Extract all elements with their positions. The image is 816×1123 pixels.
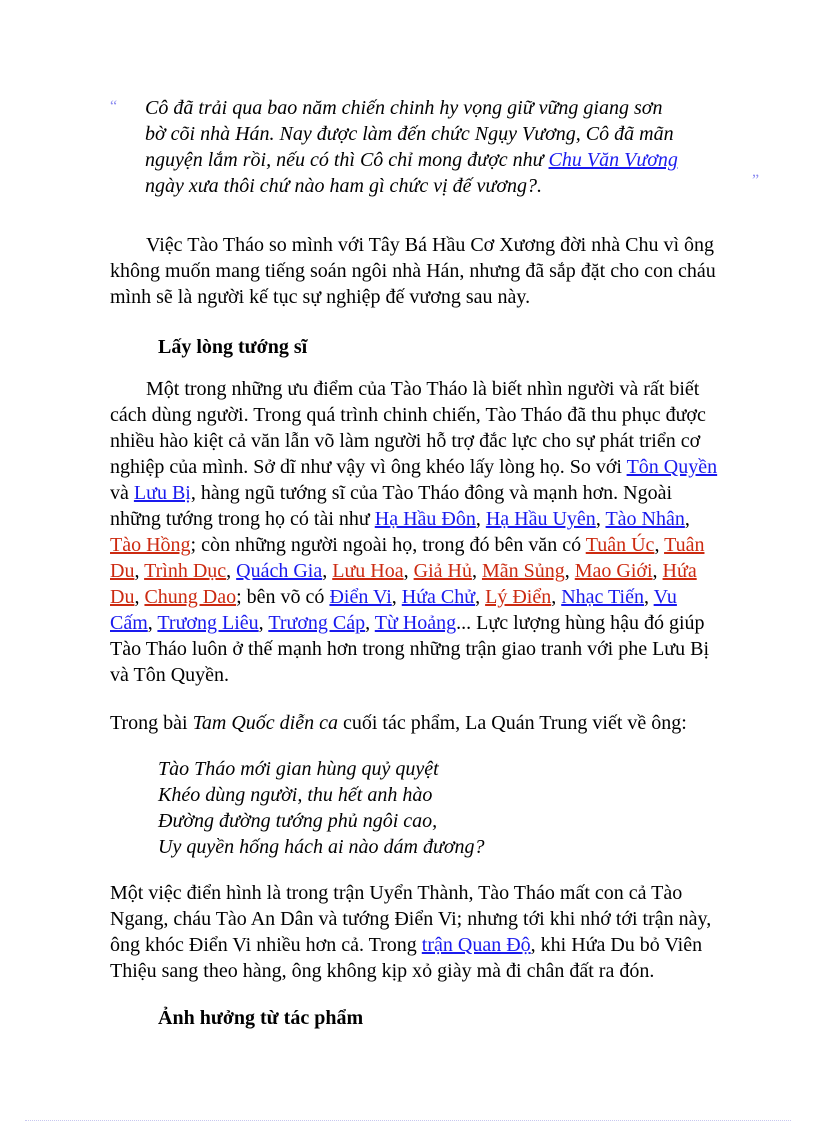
poem-line-4: Uy quyền hống hách ai nào dám đương? (158, 836, 485, 858)
link-tran-quan-do[interactable]: trận Quan Độ (421, 934, 531, 956)
link-vu-cam-cont[interactable]: Cấm (110, 612, 148, 634)
link-chu-van-vuong[interactable]: Chu Văn Vương (548, 149, 678, 171)
link-vu-cam[interactable]: Vu (653, 586, 677, 608)
comma: , (652, 560, 663, 582)
comma: , (551, 586, 562, 608)
para2-line-12: và Tôn Quyền. (110, 664, 230, 686)
quote-line-1: Cô đã trải qua bao năm chiến chinh hy vọng giữ vững giang sơn (145, 97, 663, 119)
comma: , (226, 560, 237, 582)
comma: , (475, 508, 486, 530)
poem-line-2: Khéo dùng người, thu hết anh hào (158, 784, 433, 806)
link-dien-vi[interactable]: Điển Vi (329, 586, 392, 608)
paragraph-1 (110, 232, 770, 310)
text: , hàng ngũ tướng sĩ của Tào Tháo đông và mạnh hơn. Ngoài (190, 482, 673, 504)
poem (158, 756, 485, 860)
text: ; còn những người ngoài họ, trong đó bên văn có (190, 534, 586, 556)
comma: , (564, 560, 575, 582)
text: ông khóc Điển Vi nhiều hơn cả. Trong (110, 934, 422, 956)
section-heading-lay-long-tuong-si: Lấy lòng tướng sĩ (158, 336, 308, 358)
comma: , (134, 586, 145, 608)
link-tuan-du[interactable]: Tuân (664, 534, 705, 556)
paragraph-4 (110, 880, 770, 984)
para1-line-2: không muốn mang tiếng soán ngôi nhà Hán, nhưng đã sắp đặt cho con cháu (110, 260, 716, 282)
comma: , (475, 586, 486, 608)
quote-line-4: ngày xưa thôi chứ nào ham gì chức vị đế vương?. (145, 175, 542, 197)
link-ton-quyen[interactable]: Tôn Quyền (626, 456, 718, 478)
page-break-divider (25, 1120, 791, 1121)
comma: , (654, 534, 665, 556)
link-hua-chu[interactable]: Hứa Chử (401, 586, 476, 608)
comma: , (595, 508, 606, 530)
para2-line-3: nhiều hào kiệt cả văn lẫn võ làm người hỗ trợ đắc lực cho sự phát triển cơ (110, 430, 701, 452)
link-hua-du-cont[interactable]: Du (110, 586, 135, 608)
text: nghiệp của mình. Sở dĩ như vậy vì ông khéo lấy lòng họ. So với (110, 456, 627, 478)
text: cuối tác phẩm, La Quán Trung viết về ông: (337, 712, 687, 734)
link-tu-hoang[interactable]: Từ Hoảng (374, 612, 457, 634)
link-nhac-tien[interactable]: Nhạc Tiến (561, 586, 644, 608)
link-truong-lieu[interactable]: Trương Liêu (157, 612, 259, 634)
close-quote-mark: ” (752, 172, 760, 189)
para4-line-2: Ngang, cháu Tào An Dân và tướng Điển Vi; nhưng tới khi nhớ tới trận này, (110, 908, 712, 930)
comma: , (258, 612, 269, 634)
link-ly-dien[interactable]: Lý Điển (485, 586, 552, 608)
para2-line-7 (110, 532, 770, 558)
para2-line-6 (110, 506, 770, 532)
quote-line-2: bờ cõi nhà Hán. Nay được làm đến chức Ngụy Vương, Cô đã mãn (145, 123, 674, 145)
para1-line-1-text: Việc Tào Tháo so mình với Tây Bá Hầu Cơ Xương đời nhà Chu vì ông (146, 234, 714, 256)
link-mao-gioi[interactable]: Mao Giới (574, 560, 653, 582)
link-luu-hoa[interactable]: Lưu Hoa (332, 560, 404, 582)
block-quote (145, 95, 785, 199)
section-heading-anh-huong: Ảnh hưởng từ tác phẩm (158, 1007, 364, 1029)
text: ; bên võ có (236, 586, 330, 608)
link-chung-dao[interactable]: Chung Dao (144, 586, 237, 608)
paragraph-2 (110, 376, 770, 688)
comma: , (365, 612, 375, 634)
para2-line-10 (110, 610, 770, 636)
link-gia-hu[interactable]: Giả Hủ (413, 560, 472, 582)
comma: , (322, 560, 333, 582)
paragraph-3 (110, 710, 770, 736)
para4-line-3 (110, 932, 770, 958)
para2-line-1 (110, 376, 770, 402)
para4-line-4: Thiệu sang theo hàng, ông không kịp xỏ giày mà đi chân đất ra đón. (110, 960, 655, 982)
poem-line-3: Đường đường tướng phủ ngôi cao, (158, 810, 438, 832)
link-tuan-du-cont[interactable]: Du (110, 560, 135, 582)
link-tao-hong[interactable]: Tào Hồng (110, 534, 191, 556)
para4-line-1: Một việc điển hình là trong trận Uyển Thành, Tào Tháo mất con cả Tào (110, 882, 683, 904)
text: những tướng trong họ có tài như (110, 508, 375, 530)
work-title: Tam Quốc diễn ca (192, 712, 338, 734)
para2-line-9 (110, 584, 770, 610)
link-hua-du[interactable]: Hứa (662, 560, 697, 582)
link-truong-cap[interactable]: Trương Cáp (268, 612, 366, 634)
para2-line-5 (110, 480, 770, 506)
comma: , (134, 560, 145, 582)
text: và (110, 482, 134, 504)
open-quote-mark: “ (110, 98, 118, 115)
para1-line-1 (110, 232, 770, 258)
link-trinh-duc[interactable]: Trình Dục (144, 560, 227, 582)
comma: , (684, 508, 690, 530)
para2-line-2: cách dùng người. Trong quá trình chinh chiến, Tào Tháo đã thu phục được (110, 404, 706, 426)
link-quach-gia[interactable]: Quách Gia (236, 560, 323, 582)
text: ... Lực lượng hùng hậu đó giúp (456, 612, 705, 634)
comma: , (391, 586, 402, 608)
text: Trong bài (110, 712, 193, 734)
text: , khi Hứa Du bỏ Viên (530, 934, 703, 956)
para1-line-3: mình sẽ là người kế tục sự nghiệp đế vương sau này. (110, 286, 531, 308)
link-ha-hau-don[interactable]: Hạ Hầu Đôn (374, 508, 476, 530)
comma: , (644, 586, 654, 608)
comma: , (471, 560, 482, 582)
link-ha-hau-uyen[interactable]: Hạ Hầu Uyên (485, 508, 596, 530)
quote-line-3-text: nguyện lắm rồi, nếu có thì Cô chỉ mong được như (145, 149, 549, 171)
link-luu-bi[interactable]: Lưu Bị (133, 482, 191, 504)
comma: , (147, 612, 158, 634)
quote-line-3 (145, 147, 785, 173)
para2-line-11: Tào Tháo luôn ở thế mạnh hơn trong những trận giao tranh với phe Lưu Bị (110, 638, 710, 660)
link-tao-nhan[interactable]: Tào Nhân (605, 508, 685, 530)
link-tuan-uc[interactable]: Tuân Úc (585, 534, 655, 556)
link-man-sung[interactable]: Mãn Sủng (481, 560, 565, 582)
poem-line-1: Tào Tháo mới gian hùng quỷ quyệt (158, 758, 439, 780)
para2-line-4 (110, 454, 770, 480)
comma: , (403, 560, 414, 582)
para2-line-8 (110, 558, 770, 584)
text: Một trong những ưu điểm của Tào Tháo là biết nhìn người và rất biết (146, 378, 700, 400)
